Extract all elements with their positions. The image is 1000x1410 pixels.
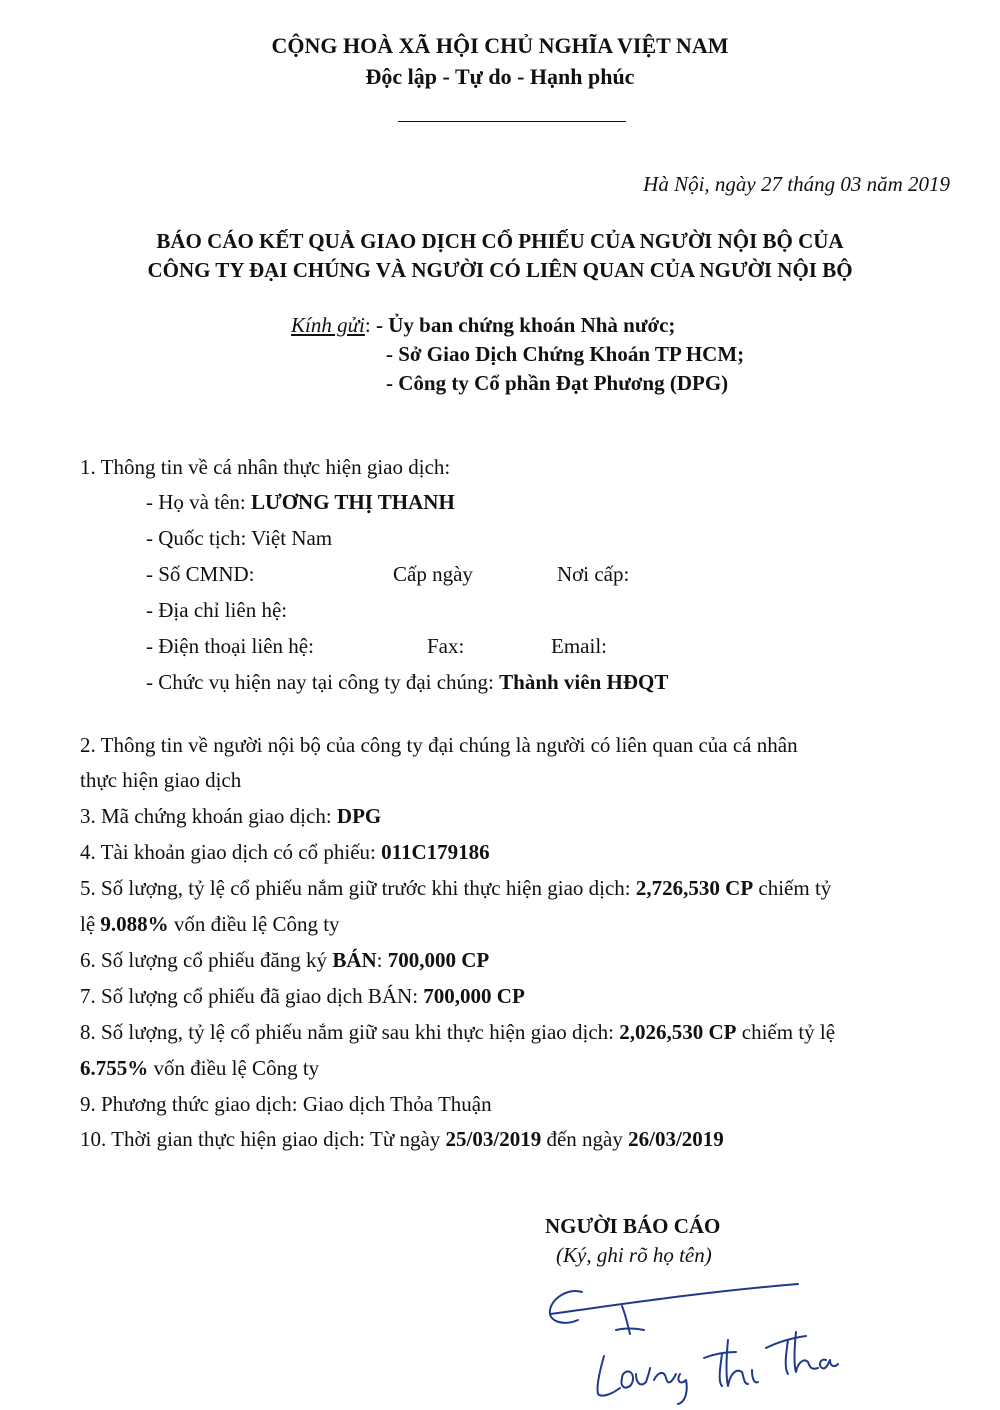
id-label: - Số CMND: [146,562,255,586]
stock-code: DPG [336,804,382,828]
header-divider [398,121,626,122]
signature-name-l [597,1356,620,1396]
signature-name-u [636,1368,650,1384]
section10-row [80,1127,724,1152]
section9-row: 9. Phương thức giao dịch: Giao dịch Thỏa Thuận [80,1092,492,1116]
section5-line2 [80,912,340,937]
signature-name-g [678,1374,687,1404]
name-value: LƯƠNG THỊ THANH [250,490,455,514]
section8-mid: chiếm tỷ lệ [736,1020,836,1044]
fax-label: Fax: [427,634,465,658]
email-label: Email: [551,634,607,658]
signature-name-o [621,1371,633,1387]
issue-date-label: Cấp ngày [393,562,473,586]
recipient-1: - Ủy ban chứng khoán Nhà nước; [375,313,676,337]
shares-after: 2,026,530 CP [619,1020,737,1044]
section8-label: 8. Số lượng, tỷ lệ cổ phiếu nắm giữ sau khi thực hiện giao dịch: [80,1020,620,1044]
section6-action: BÁN [332,948,377,972]
signature-name-i [752,1370,758,1382]
section6-colon: : [376,948,388,972]
section5-line1 [80,876,831,901]
report-title-line1: BÁO CÁO KẾT QUẢ GIAO DỊCH CỔ PHIẾU CỦA NGƯỜI NỘI BỘ CỦA [156,229,844,253]
signature-title: NGƯỜI BÁO CÁO [545,1214,721,1238]
name-row [146,490,455,515]
traded-shares: 700,000 CP [423,984,525,1008]
signature-stroke-3 [622,1306,630,1334]
nationality-row: - Quốc tịch: Việt Nam [146,526,333,550]
recipients-block [291,313,675,338]
signature-name-n [654,1373,676,1382]
signature-name-t2-stem [786,1340,788,1374]
position-label: - Chức vụ hiện nay tại công ty đại chúng: [146,670,500,694]
registered-shares: 700,000 CP [387,948,490,972]
section2-line2: thực hiện giao dịch [80,768,242,792]
signature-name-h [727,1340,749,1386]
section6-row [80,948,489,973]
section8-suffix: vốn điều lệ Công ty [148,1056,320,1080]
section1-heading: 1. Thông tin về cá nhân thực hiện giao dịch: [80,455,451,479]
signature-name-t-bar [704,1352,736,1358]
motto: Độc lập - Tự do - Hạnh phúc [365,64,635,89]
date-from: 25/03/2019 [445,1127,542,1151]
section7-label: 7. Số lượng cổ phiếu đã giao dịch BÁN: [80,984,424,1008]
address-label: - Địa chỉ liên hệ: [146,598,288,622]
section5-prefix: lệ [80,912,101,936]
section3-label: 3. Mã chứng khoán giao dịch: [80,804,337,828]
phone-label: - Điện thoại liên hệ: [146,634,314,658]
recipients-label: Kính gửi [291,313,365,337]
section4-label: 4. Tài khoản giao dịch có cổ phiếu: [80,840,382,864]
section8-line2 [80,1056,319,1081]
section4-row [80,840,490,865]
position-row [146,670,668,695]
signature-name-a [820,1360,838,1369]
recipient-3: - Công ty Cổ phần Đạt Phương (DPG) [386,371,729,395]
signature-name-t2-bar [766,1336,806,1348]
signature-stroke-2 [550,1284,798,1314]
name-label: - Họ và tên: [146,490,251,514]
section6-label: 6. Số lượng cổ phiếu đăng ký [80,948,333,972]
signature-name-t-stem [720,1354,722,1386]
handwritten-signature [530,1270,850,1405]
section10-mid: đến ngày [541,1127,629,1151]
date-line: Hà Nội, ngày 27 tháng 03 năm 2019 [643,172,950,196]
section8-line1 [80,1020,835,1045]
country-name: CỘNG HOÀ XÃ HỘI CHỦ NGHĨA VIỆT NAM [271,33,729,58]
issue-place-label: Nơi cấp: [557,562,630,586]
report-title-line2: CÔNG TY ĐẠI CHÚNG VÀ NGƯỜI CÓ LIÊN QUAN CỦA NGƯỜI NỘI BỘ [147,258,853,282]
signature-stroke-1 [550,1291,582,1323]
section5-mid: chiếm tỷ [753,876,832,900]
position-value: Thành viên HĐQT [499,670,669,694]
date-to: 26/03/2019 [628,1127,724,1151]
signature-note: (Ký, ghi rõ họ tên) [556,1243,712,1267]
recipients-colon: : [364,313,371,337]
account-number: 011C179186 [381,840,490,864]
section5-label: 5. Số lượng, tỷ lệ cổ phiếu nắm giữ trước khi thực hiện giao dịch: [80,876,636,900]
shares-before: 2,726,530 CP [635,876,754,900]
section10-label: 10. Thời gian thực hiện giao dịch: Từ ngày [80,1127,446,1151]
section7-row [80,984,525,1009]
percent-after: 6.755% [80,1056,149,1080]
recipient-2: - Sở Giao Dịch Chứng Khoán TP HCM; [386,342,745,366]
section5-suffix: vốn điều lệ Công ty [168,912,340,936]
percent-before: 9.088% [100,912,169,936]
section2-line1: 2. Thông tin về người nội bộ của công ty đại chúng là người có liên quan của cá nhân [80,733,798,757]
section3-row [80,804,381,829]
